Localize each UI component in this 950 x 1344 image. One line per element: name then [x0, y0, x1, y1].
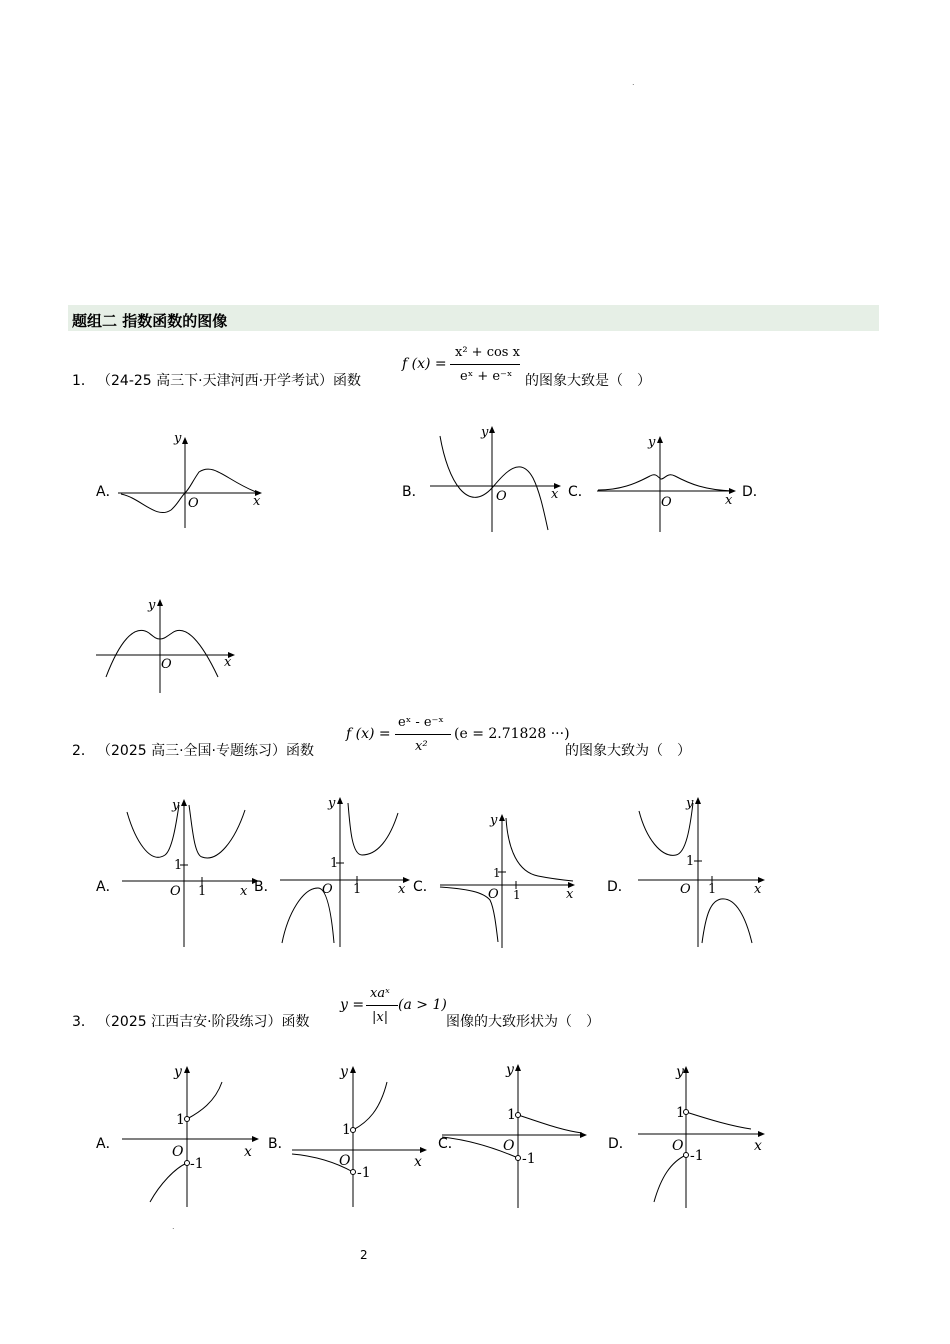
origin-label: O: [172, 1144, 184, 1160]
graph-3a[interactable]: [120, 1062, 262, 1210]
y-axis-label: y: [676, 1064, 684, 1080]
origin-label: O: [488, 887, 499, 902]
tick-label-1: 1: [342, 1122, 351, 1138]
question-number: 1．: [72, 373, 95, 389]
y-axis-label: y: [174, 431, 182, 446]
stray-dot: .: [632, 78, 635, 87]
tick-label-1: 1: [174, 858, 183, 873]
option-a-label[interactable]: A．: [96, 1136, 120, 1152]
graph-2d[interactable]: [636, 793, 768, 950]
x-axis-label: x: [551, 487, 559, 502]
tick-label-1: 1: [176, 1112, 185, 1128]
origin-label: O: [322, 882, 333, 897]
option-d-label[interactable]: D．: [742, 484, 767, 500]
origin-label: O: [496, 489, 507, 504]
fraction-bar: [395, 734, 451, 735]
fraction-bar: [450, 364, 520, 365]
x-axis-label: x: [398, 882, 406, 897]
x-axis-label: x: [725, 493, 733, 508]
graph-2b[interactable]: [278, 793, 413, 950]
formula-numerator: x² + cos x: [455, 345, 520, 360]
formula-denominator: x²: [415, 739, 428, 754]
option-c-label[interactable]: C．: [568, 484, 592, 500]
formula-denominator: |x|: [372, 1010, 389, 1025]
option-a-label[interactable]: A．: [96, 879, 120, 895]
question-tail: 的图象大致为（ ）: [565, 743, 691, 759]
origin-label: O: [672, 1138, 684, 1154]
formula-lhs: f (x) =: [402, 356, 447, 372]
x-axis-label: x: [754, 1138, 762, 1154]
graph-3b[interactable]: [290, 1062, 430, 1210]
x-axis-label: x: [754, 882, 762, 897]
origin-label: O: [661, 495, 672, 510]
tick-label-1: 1: [507, 1107, 516, 1123]
y-axis-label: y: [648, 435, 656, 450]
graph-1c[interactable]: [595, 432, 740, 534]
tick-label-neg-1: -1: [522, 1151, 536, 1167]
y-axis-label: y: [328, 796, 336, 811]
y-axis-label: y: [172, 798, 180, 813]
tick-label-1: 1: [676, 1105, 685, 1121]
y-axis-label: y: [490, 813, 498, 828]
x-axis-label: x: [414, 1154, 422, 1170]
question-number: 2．: [72, 743, 95, 759]
formula-rhs: (a > 1): [398, 997, 447, 1013]
graph-1b[interactable]: [428, 422, 563, 534]
option-d-label[interactable]: D．: [608, 1136, 633, 1152]
graph-2c[interactable]: [438, 810, 578, 950]
origin-label: O: [170, 884, 181, 899]
origin-label: O: [503, 1138, 515, 1154]
option-d-label[interactable]: D．: [607, 879, 632, 895]
tick-label-neg-1: -1: [690, 1148, 704, 1164]
formula-numerator: eˣ - e⁻ˣ: [398, 715, 444, 730]
graph-3d[interactable]: [636, 1062, 768, 1210]
option-b-label[interactable]: B．: [402, 484, 426, 500]
tick-label-1: 1: [708, 882, 717, 897]
tick-label-neg-1: -1: [190, 1156, 204, 1172]
page-number: 2: [360, 1248, 368, 1262]
tick-label-1: 1: [686, 854, 695, 869]
origin-label: O: [680, 882, 691, 897]
graph-2a[interactable]: [120, 795, 262, 950]
x-axis-label: x: [566, 887, 574, 902]
origin-label: O: [188, 496, 199, 511]
origin-label: O: [339, 1153, 351, 1169]
graph-1a[interactable]: [116, 430, 266, 530]
y-axis-label: y: [686, 796, 694, 811]
graph-3c[interactable]: [440, 1060, 590, 1210]
formula-numerator: xaˣ: [370, 986, 390, 1001]
tick-label-1: 1: [330, 856, 339, 871]
y-axis-label: y: [506, 1062, 514, 1078]
y-axis-label: y: [340, 1064, 348, 1080]
option-b-label[interactable]: B．: [268, 1136, 292, 1152]
y-axis-label: y: [148, 598, 156, 613]
tick-label-1: 1: [353, 882, 362, 897]
x-axis-label: x: [224, 655, 232, 670]
question-source: （2025 高三·全国·专题练习）函数: [97, 743, 314, 759]
origin-label: O: [161, 657, 172, 672]
tick-label-1: 1: [513, 888, 521, 902]
graph-1d[interactable]: [94, 595, 239, 695]
stray-dot: .: [172, 1222, 175, 1231]
option-b-label[interactable]: B．: [254, 879, 278, 895]
formula-lhs: y =: [340, 997, 365, 1013]
option-c-label[interactable]: C．: [438, 1136, 462, 1152]
formula-denominator: eˣ + e⁻ˣ: [460, 369, 513, 384]
question-source: （2025 江西吉安·阶段练习）函数: [97, 1014, 310, 1030]
option-c-label[interactable]: C．: [413, 879, 437, 895]
x-axis-label: x: [244, 1144, 252, 1160]
y-axis-label: y: [174, 1064, 182, 1080]
question-tail: 图像的大致形状为（ ）: [446, 1014, 600, 1030]
fraction-bar: [366, 1005, 398, 1006]
formula-lhs: f (x) =: [346, 726, 391, 742]
question-tail: 的图象大致是（ ）: [525, 373, 651, 389]
y-axis-label: y: [481, 425, 489, 440]
tick-label-neg-1: -1: [357, 1165, 371, 1181]
tick-label-1: 1: [493, 866, 501, 880]
question-number: 3．: [72, 1014, 95, 1030]
section-title: 题组二 指数函数的图像: [72, 312, 228, 330]
question-source: （24-25 高三下·天津河西·开学考试）函数: [97, 373, 362, 389]
option-a-label[interactable]: A．: [96, 484, 120, 500]
x-axis-label: x: [240, 884, 248, 899]
x-axis-label: x: [253, 494, 261, 509]
formula-rhs: (e = 2.71828 ···): [454, 726, 570, 742]
tick-label-1: 1: [198, 884, 207, 899]
